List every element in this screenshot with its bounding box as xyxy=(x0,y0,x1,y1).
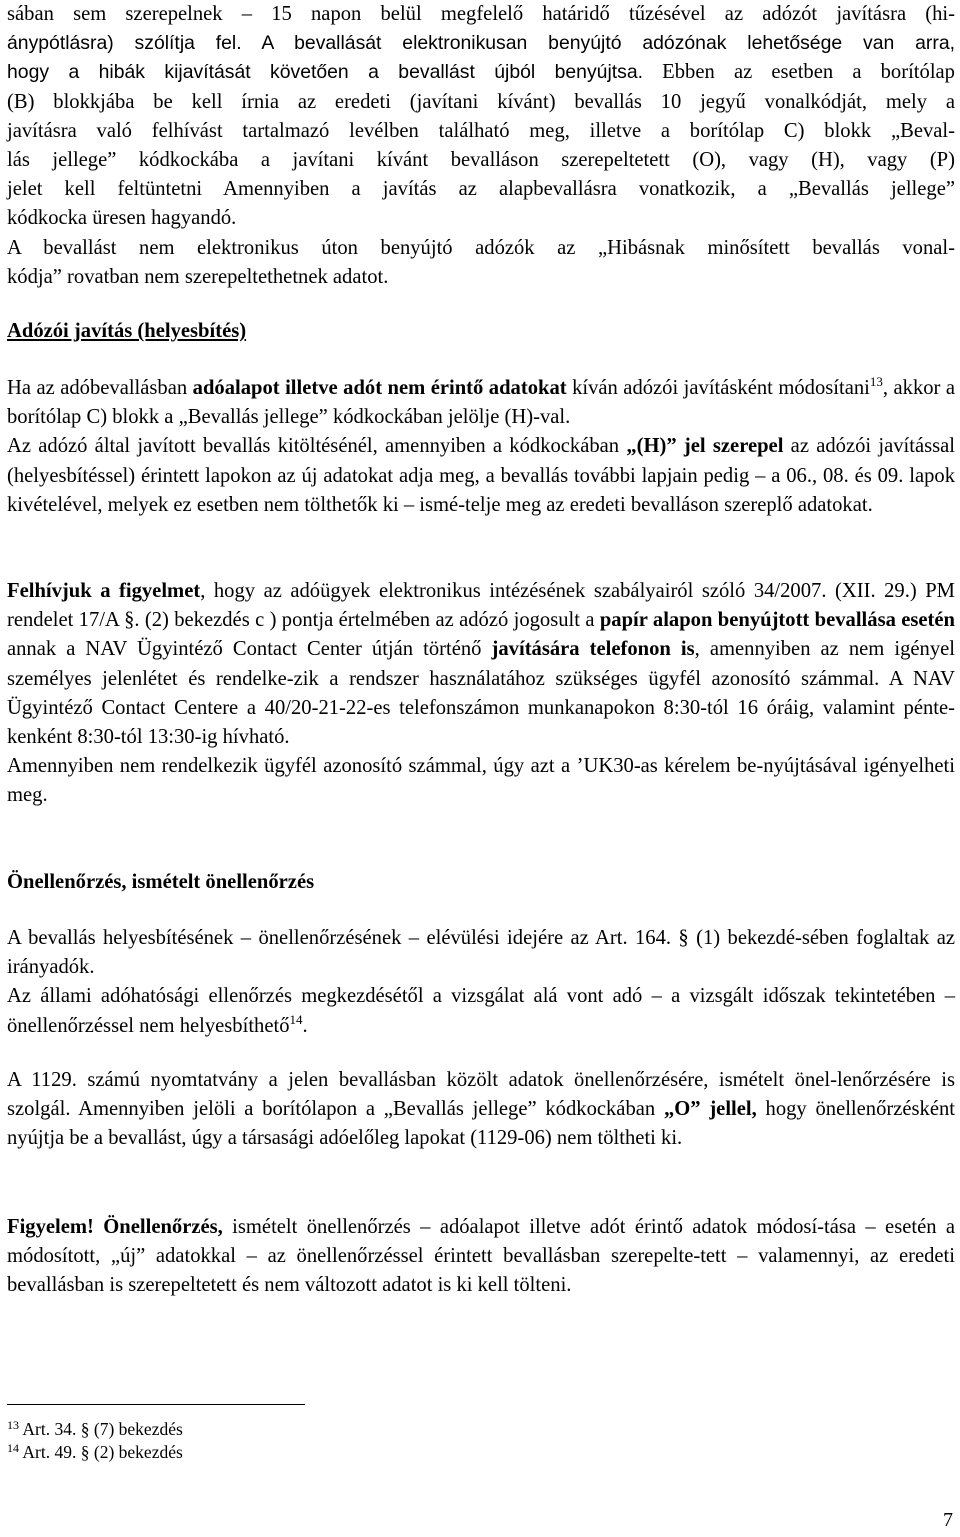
bold-text: Figyelem! Önellenőrzés, xyxy=(7,1216,223,1238)
text-span: ánypótlásra) szólítja fel. A bevallását elektronikusan benyújtó adózónak lehetősége van arra, xyxy=(7,32,955,55)
intro-paragraph xyxy=(7,0,955,292)
text-span: annak a NAV Ügyintéző Contact Center útján történő xyxy=(7,638,492,661)
section-heading-adozoi-javitas: Adózói javítás (helyesbítés) xyxy=(7,320,247,342)
text-line xyxy=(7,58,955,87)
bold-text: papír alapon benyújtott bevallása esetén xyxy=(599,609,955,632)
paragraph: A bevallás helyesbítésének – önellenőrzésének – elévülési idejére az Art. 164. § (1) bekezdé-sében foglaltak az irányadók. xyxy=(7,927,955,979)
section-heading-onellenorzes: Önellenőrzés, ismételt önellenőrzés xyxy=(7,871,315,893)
bold-text: „(H)” jel szerepel xyxy=(626,435,784,458)
bold-text: „O” jellel, xyxy=(663,1098,757,1121)
paragraph xyxy=(7,374,955,432)
text-line: lás jellege” kódkockába a javítani kívánt bevalláson szerepeltetett (O), vagy (H), vagy (P) xyxy=(7,149,955,172)
text-span: , akkor a borítólap C) blokk a „Bevallás jellege” kódkockában jelölje (H)-val. xyxy=(7,377,956,429)
text-span: Az állami adóhatósági ellenőrzés megkezdésétől a vizsgálat alá vont adó – a vizsgált időszak tekintetében – önellenőrzéssel nem helyesbíthető xyxy=(7,985,955,1037)
footnote xyxy=(7,1418,183,1440)
footnote-number: 13 xyxy=(7,1418,19,1432)
text-span: Az adózó által javított bevallás kitöltésénél, amennyiben a kódkockában xyxy=(7,435,627,458)
section-1129-nyomtatvany xyxy=(7,1066,955,1154)
section-adozoi-javitas xyxy=(7,374,955,520)
text-span: . xyxy=(302,1014,308,1037)
footnote xyxy=(7,1441,183,1463)
section-telefonos-javitas xyxy=(7,577,955,811)
paragraph xyxy=(7,982,955,1040)
bold-text: javítására telefonon is xyxy=(491,638,695,661)
text-line: kódkocka üresen hagyandó. xyxy=(7,207,237,230)
paragraph xyxy=(7,577,955,752)
text-span: hogy önellenőrzésként nyújtja be a bevallást, úgy a társasági adóelőleg lapokat (1129-06) nem töltheti ki. xyxy=(7,1098,955,1150)
section-figyelem xyxy=(7,1213,955,1301)
text-line: sában sem szerepelnek – 15 napon belül megfelelő határidő tűzésével az adózót javításra (hi- xyxy=(7,3,955,25)
paragraph: Amennyiben nem rendelkezik ügyfél azonosító számmal, úgy azt a ’UK30-as kérelem be-nyújtásával igényelheti meg. xyxy=(7,755,955,807)
text-span: Ha az adóbevallásban xyxy=(7,377,193,399)
text-span: az adózói javítással (helyesbítéssel) érintett lapokon az új adatokat adja meg, a bevallás további lapjain pedig – a 06., 08. és 09. lapok kivételével, melyek ez esetben nem tölthetők ki – ismé-telje meg az eredeti bevalláson szereplő adatokat. xyxy=(7,435,955,516)
text-span: hogy a hibák kijavítását követően a bevallást újból benyújtsa. xyxy=(7,61,644,84)
footnote-text: Art. 34. § (7) bekezdés xyxy=(22,1419,183,1439)
footnote-ref: 14 xyxy=(289,1011,303,1027)
text-span: kíván adózói javításként módosítani xyxy=(566,377,870,399)
paragraph xyxy=(7,432,955,520)
text-line: jelet kell feltüntetni Amennyiben a javítás az alapbevallásra vonatkozik, a „Bevallás jellege” xyxy=(7,178,955,201)
page-number: 7 xyxy=(943,1509,953,1531)
footnote-divider xyxy=(7,1404,305,1405)
bold-text: Felhívjuk a figyelmet xyxy=(7,580,201,602)
text-line: kódja” rovatban nem szerepeltethetnek adatot. xyxy=(7,265,389,288)
text-span: ismételt önellenőrzés – adóalapot illetve adót érintő adatok módosí-tása – esetén a módosított, „új” adatokkal – az önellenőrzéssel érintett bevallásban szerepelte-tett – valamennyi, az eredeti bevallásban is szerepeltetett és nem változott adatot is ki kell tölteni. xyxy=(7,1216,956,1297)
text-span: , amennyiben az nem igényel személyes jelenlétet és rendelke-zik a rendszer használatához szükséges ügyfél azonosító számmal. A NAV Ügyintéző Contact Centere a 40/20-21-22-es telefonszámon munkanapokon 8:30-tól 16 óráig, valamint pénte-kenként 8:30-tól 13:30-ig hívható. xyxy=(7,638,955,749)
text-line: (B) blokkjába be kell írnia az eredeti (javítani kívánt) bevallás 10 jegyű vonalkódját, mely a xyxy=(7,90,955,113)
text-line: javításra való felhívást tartalmazó levélben található meg, illetve a borítólap C) blokk „Beval- xyxy=(7,119,955,142)
footnote-number: 14 xyxy=(7,1441,19,1455)
paragraph xyxy=(7,1213,955,1301)
footnote-ref: 13 xyxy=(869,374,883,389)
paragraph xyxy=(7,1066,955,1154)
text-span: , hogy az adóügyek elektronikus intézésének szabályairól szóló 34/2007. (XII. 29.) PM rendelet 17/A §. (2) bekezdés c ) pontja értelmében az adózó jogosult a xyxy=(7,580,955,632)
text-line: A bevallást nem elektronikus úton benyújtó adózók az „Hibásnak minősített bevallás vonal- xyxy=(7,236,955,259)
section-onellenorzes xyxy=(7,924,955,1041)
text-line xyxy=(7,29,955,58)
text-span: A 1129. számú nyomtatvány a jelen bevallásban közölt adatok önellenőrzésére, ismételt önel-lenőrzésére is szolgál. Amennyiben jelöli a borítólapon a „Bevallás jellege” kódkockában xyxy=(7,1069,955,1121)
bold-text: adóalapot illetve adót nem érintő adatokat xyxy=(192,377,567,399)
footnote-text: Art. 49. § (2) bekezdés xyxy=(22,1442,183,1462)
text-span: Ebben az esetben a borítólap xyxy=(643,61,955,84)
